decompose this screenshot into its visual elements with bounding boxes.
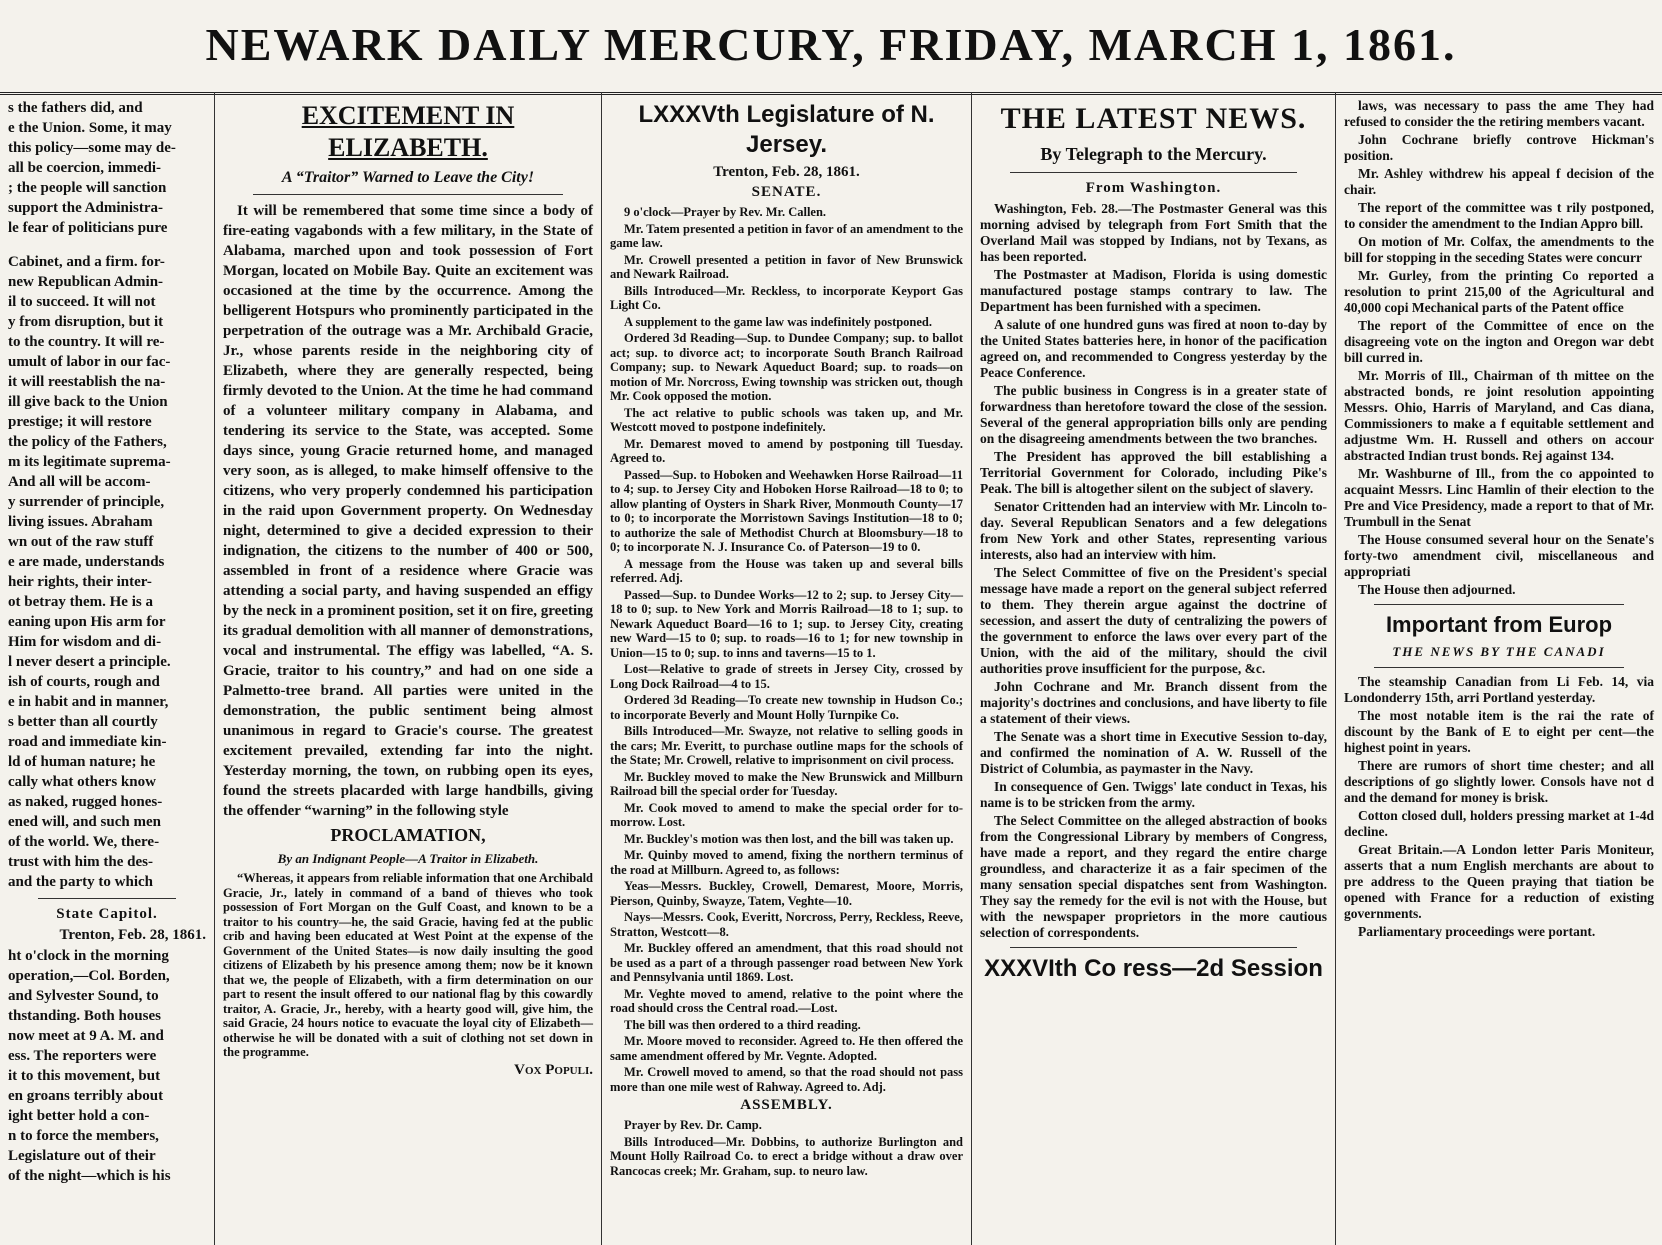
state-capitol-dateline: Trenton, Feb. 28, 1861. bbox=[59, 927, 206, 943]
article-body-elizabeth: It will be remembered that some time since a body of fire-eating vagabonds with a few military, in the State of Alabama, marched upon and took possession of Fort Morgan, located on Mobile Bay. Quite an excitement was occasioned at the time by the occurrence. Among the belligerent Hotspurs who prominently participated in the perpetration of the outrage was a Mr. Archibald Gracie, Jr., whose parents reside in the neighboring city of Elizabeth, where they are generally respected, being firmly devoted to the Union. At the time he had command of a volunteer military company in Alabama, and tendering its service to the State, was accepted. Some days since, young Gracie returned home, and managed very soon, as is alleged, to make himself offensive to the citizens, who very properly condemned his participation in the raid upon Government property. On Wednesday night, determined to give a decided expression to their indignation, the citizens to the number of 400 or 500, assembled in front of a residence where Gracie was attending a social party, and having suspended an effigy by the neck in a prominent position, set it on fire, greeting its gradual demolition with all manner of demonstrations, vocal and instrumental. The effigy was labelled, “A. S. Gracie, traitor to his country,” and had on one side a Palmetto-tree brand. All parties were united in the demonstration, the public sentiment being almost unanimous in regard to Gracie's course. The greatest excitement prevailed, extending far into the night. Yesterday morning, the town, on rubbing open its eyes, found the streets placarded with large handbills, giving the offender “warning” in the following style bbox=[223, 203, 593, 819]
news-paragraph: The report of the Committee of ence on the disagreeing vote on the ington and Oregon war debt bill curred in. bbox=[1344, 318, 1654, 365]
text-line: ot betray them. He is a bbox=[8, 594, 153, 610]
news-paragraph: Great Britain.—A London letter Paris Moniteur, asserts that a num English merchants are about to pre address to the Queen praying that tiation be opened with France for a reduction of existing governments. bbox=[1344, 842, 1654, 921]
news-paragraph: On motion of Mr. Colfax, the amendments to the bill for stopping in the seceding States were concurr bbox=[1344, 234, 1654, 265]
proceeding-paragraph: 9 o'clock—Prayer by Rev. Mr. Callen. bbox=[624, 205, 827, 219]
senate-heading: SENATE. bbox=[751, 184, 822, 200]
news-paragraph: Mr. Gurley, from the printing Co reported a resolution to print 215,00 of the Agricultural and 40,000 copi Mechanical parts of the Patent office bbox=[1344, 268, 1654, 315]
column-4 bbox=[972, 92, 1336, 1245]
article-title-elizabeth: EXCITEMENT IN ELIZABETH. bbox=[301, 101, 515, 162]
news-paragraph: The public business in Congress is in a greater state of forwardness than heretofore toward the close of the session. Several of the general appropriation bills only are pending on the disagreeing amendments between the two branches. bbox=[980, 383, 1327, 446]
newspaper-title: NEWARK DAILY MERCURY, FRIDAY, MARCH 1, 1861. bbox=[205, 19, 1457, 70]
europe-heading: Important from Europ bbox=[1385, 612, 1613, 637]
proceeding-paragraph: Yeas—Messrs. Buckley, Crowell, Demarest, Moore, Morris, Pierson, Quinby, Swayze, Tatem, Veghte—10. bbox=[610, 879, 963, 908]
news-paragraph: In consequence of Gen. Twiggs' late conduct in Texas, his name is to be stricken from the army. bbox=[980, 779, 1327, 810]
text-line: y surrender of principle, bbox=[8, 494, 165, 510]
state-capitol-text bbox=[8, 946, 206, 1186]
news-paragraph: laws, was necessary to pass the ame They had refused to consider the the retiring members vacant. bbox=[1344, 98, 1654, 129]
text-line: ish of courts, rough and bbox=[8, 674, 160, 690]
text-line: new Republican Admin- bbox=[8, 274, 164, 290]
news-paragraph: The House consumed several hour on the Senate's forty-two amendment civil, miscellaneous and appropriati bbox=[1344, 532, 1654, 579]
text-line: le fear of politicians pure bbox=[8, 220, 168, 236]
column-rule bbox=[1374, 604, 1624, 605]
proceeding-paragraph: Mr. Crowell presented a petition in favor of New Brunswick and Newark Railroad. bbox=[610, 252, 963, 281]
proceeding-paragraph: Mr. Moore moved to reconsider. Agreed to. He then offered the same amendment offered by Mr. Vegnte. Adopted. bbox=[610, 1034, 963, 1063]
news-paragraph: The Select Committee of five on the President's special message have made a report on the general subject referred to them. They therein argue against the doctrine of secession, and assert the duty of centralizing the powers of the government to enforce the laws over every part of the Union, with the aid of the military, should the civil authorities prove insufficient for the purpose, &c. bbox=[980, 565, 1327, 676]
text-line: the policy of the Fathers, bbox=[8, 434, 167, 450]
text-line: now meet at 9 A. M. and bbox=[8, 1028, 164, 1044]
assembly-heading: ASSEMBLY. bbox=[740, 1097, 833, 1113]
text-line: ill give back to the Union bbox=[8, 394, 168, 410]
proceeding-paragraph: Nays—Messrs. Cook, Everitt, Norcross, Perry, Reckless, Reeve, Stratton, Westcott—8. bbox=[610, 910, 963, 939]
washington-news bbox=[980, 201, 1327, 941]
text-line: ight better hold a con- bbox=[8, 1108, 150, 1124]
text-line: trust with him the des- bbox=[8, 854, 153, 870]
text-line: ld of human nature; he bbox=[8, 754, 156, 770]
senate-proceedings bbox=[610, 205, 963, 1094]
text-line: m its legitimate suprema- bbox=[8, 454, 171, 470]
news-paragraph: The Postmaster at Madison, Florida is using domestic manufactured postage stamps contrary to law. The Department has been furnished with a specimen. bbox=[980, 267, 1327, 314]
news-paragraph: The President has approved the bill establishing a Territorial Government for Colorado, including Pike's Peak. The bill is altogether silent on the subject of slavery. bbox=[980, 449, 1327, 496]
legislature-title: LXXXVth Legislature of N. Jersey. bbox=[638, 101, 935, 158]
proceeding-paragraph: Ordered 3d Reading—Sup. to Dundee Company; sup. to ballot act; sup. to divorce act; to incorporate South Branch Railroad Company; sup. to Newark Aqueduct Board; sup. to roads—on motion of Mr. Norcross, Ewing township was stricken out, though Mr. Cook opposed the motion. bbox=[610, 331, 963, 403]
proceeding-paragraph: A supplement to the game law was indefinitely postponed. bbox=[624, 314, 933, 329]
proceeding-paragraph: Ordered 3d Reading—To create new township in Hudson Co.; to incorporate Beverly and Mount Holly Turnpike Co. bbox=[610, 693, 963, 722]
text-line: support the Administra- bbox=[8, 200, 164, 216]
news-paragraph: The most notable item is the rai the rate of discount by the Bank of E to eight per cent—the highest point in years. bbox=[1344, 708, 1654, 755]
proceeding-paragraph: The act relative to public schools was taken up, and Mr. Westcott moved to postpone indefinitely. bbox=[610, 405, 963, 434]
text-line: it will reestablish the na- bbox=[8, 374, 166, 390]
proceeding-paragraph: Prayer by Rev. Dr. Camp. bbox=[624, 1118, 762, 1132]
text-line: cally what others know bbox=[8, 774, 156, 790]
text-line: en groans terribly about bbox=[8, 1088, 164, 1104]
text-line: s the fathers did, and bbox=[8, 100, 143, 116]
text-line: all be coercion, immedi- bbox=[8, 160, 162, 176]
proceeding-paragraph: Passed—Sup. to Dundee Works—12 to 2; sup. to Jersey City—18 to 0; sup. to New York and Morris Railroad—18 to 1; sup. to Newark Aqueduct Board—16 to 1; sup. to Jersey City, creating new Ward—15 to 0; sup. to roads—16 to 1; for new township in Union—15 to 0; sup. to inns and taverns—15 to 1. bbox=[610, 587, 963, 660]
text-line: Legislature out of their bbox=[8, 1148, 156, 1164]
column-1 bbox=[0, 92, 215, 1245]
proclamation-byline: By an Indignant People—A Traitor in Elizabeth. bbox=[277, 851, 539, 866]
proclamation-heading: PROCLAMATION, bbox=[330, 825, 486, 845]
text-line: s better than all courtly bbox=[8, 714, 158, 730]
column-3 bbox=[602, 92, 972, 1245]
proclamation-signoff: Vox Populi. bbox=[514, 1061, 593, 1078]
proceeding-paragraph: Mr. Buckley's motion was then lost, and the bill was taken up. bbox=[624, 831, 954, 846]
proclamation-text: “Whereas, it appears from reliable information that one Archibald Gracie, Jr., lately in command of a band of thieves who took possession of Fort Morgan on the Gulf Coast, and known to be a traitor to his country—he, the said Gracie, having fed at the public crib and having been educated at West Point at the expense of the Government of the United States—is now daily insulting the good citizens of Elizabeth by his presence among them; now be it known that we, the people of Elizabeth, with a firm determination on our part to resent the insult offered to our national flag by this cowardly traitor, A. Gracie, Jr., hereby, with a hearty good will, give him, the said Gracie, 24 hours notice to evacuate the loyal city of Elizabeth—otherwise he will be donated with a suit of clothing not set down in the programme. bbox=[223, 871, 593, 1059]
proceeding-paragraph: Mr. Quinby moved to amend, fixing the northern terminus of the road at Millburn. Agreed to, as follows: bbox=[610, 848, 963, 877]
news-paragraph: John Cochrane briefly controve Hickman's position. bbox=[1344, 132, 1654, 163]
column-rule bbox=[1374, 667, 1624, 668]
text-line: to the country. It will re- bbox=[8, 334, 165, 350]
text-line: e are made, understands bbox=[8, 554, 165, 570]
news-paragraph: There are rumors of short time chester; and all descriptions of go slightly lower. Consols have not d and the demand for money is brisk. bbox=[1344, 758, 1654, 805]
congress-continued-text bbox=[1344, 98, 1654, 598]
latest-news-title: THE LATEST NEWS. bbox=[1000, 102, 1307, 135]
latest-news-subtitle: By Telegraph to the Mercury. bbox=[1040, 144, 1267, 164]
column-rule bbox=[1010, 172, 1297, 173]
column-1-text bbox=[8, 98, 206, 892]
text-line: umult of labor in our fac- bbox=[8, 354, 171, 370]
text-line: prestige; it will restore bbox=[8, 414, 152, 430]
news-paragraph: The Senate was a short time in Executive Session to-day, and confirmed the nomination of A. W. Russell of the District of Columbia, as paymaster in the Navy. bbox=[980, 729, 1327, 776]
text-line: of the night—which is his bbox=[8, 1168, 171, 1184]
text-line: ; the people will sanction bbox=[8, 180, 167, 196]
proceeding-paragraph: Bills Introduced—Mr. Reckless, to incorporate Keyport Gas Light Co. bbox=[610, 283, 963, 312]
text-line: l never desert a principle. bbox=[8, 654, 171, 670]
text-line: thstanding. Both houses bbox=[8, 1008, 161, 1024]
proceeding-paragraph: Mr. Buckley offered an amendment, that this road should not be used as a part of a through passenger road between New York and Pennsylvania until 1869. Lost. bbox=[610, 941, 963, 984]
news-paragraph: Cotton closed dull, holders pressing market at 1-4d decline. bbox=[1344, 808, 1654, 839]
proceeding-paragraph: Mr. Demarest moved to amend by postponing till Tuesday. Agreed to. bbox=[610, 436, 963, 465]
column-5 bbox=[1336, 92, 1662, 1245]
proceeding-paragraph: Mr. Cook moved to amend to make the special order for to-morrow. Lost. bbox=[610, 800, 963, 829]
news-paragraph: John Cochrane and Mr. Branch dissent from the majority's doctrines and conclusions, and have liberty to file a statement of their views. bbox=[980, 679, 1327, 726]
news-paragraph: The House then adjourned. bbox=[1358, 582, 1516, 597]
text-line: as naked, rugged hones- bbox=[8, 794, 163, 810]
europe-news bbox=[1344, 674, 1654, 940]
column-rule bbox=[38, 898, 176, 899]
text-line: Him for wisdom and di- bbox=[8, 634, 162, 650]
news-paragraph: A salute of one hundred guns was fired at noon to-day by the United States batteries here, in honor of the pacification agreed on, and recommended to Congress yesterday by the Peace Conference. bbox=[980, 317, 1327, 380]
text-line: ht o'clock in the morning bbox=[8, 948, 169, 964]
news-paragraph: Mr. Morris of Ill., Chairman of th mittee on the abstracted bonds, re joint resolution appointing Messrs. Ohio, Harris of Maryland, and Cas diana, Commissioners to make a f equitable settlement and adjustme Wm. H. Russell and others on accour abstracted Indian trust bonds. Rej against 134. bbox=[1344, 368, 1654, 463]
text-line: e in habit and in manner, bbox=[8, 694, 169, 710]
text-line: y from disruption, but it bbox=[8, 314, 164, 330]
proceeding-paragraph: A message from the House was taken up and several bills referred. Adj. bbox=[610, 556, 963, 585]
masthead bbox=[0, 0, 1662, 95]
proceeding-paragraph: Mr. Buckley moved to make the New Brunswick and Millburn Railroad bill the special order for Tuesday. bbox=[610, 769, 963, 798]
proceeding-paragraph: Lost—Relative to grade of streets in Jersey City, crossed by Long Dock Railroad—4 to 15. bbox=[610, 662, 963, 691]
proceeding-paragraph: Mr. Tatem presented a petition in favor of an amendment to the game law. bbox=[610, 221, 963, 250]
text-line: and the party to which bbox=[8, 874, 154, 890]
text-line: wn out of the raw stuff bbox=[8, 534, 154, 550]
proceeding-paragraph: The bill was then ordered to a third reading. bbox=[624, 1017, 861, 1032]
news-paragraph: Mr. Ashley withdrew his appeal f decision of the chair. bbox=[1344, 166, 1654, 197]
text-line: living issues. Abraham bbox=[8, 514, 153, 530]
text-line: operation,—Col. Borden, bbox=[8, 968, 170, 984]
legislature-dateline: Trenton, Feb. 28, 1861. bbox=[713, 164, 860, 180]
news-paragraph: Parliamentary proceedings were portant. bbox=[1358, 924, 1596, 939]
news-paragraph: Washington, Feb. 28.—The Postmaster General was this morning advised by telegraph from Fort Smith that the Overland Mail was stopped by Indians, not by Texans, as has been reported. bbox=[980, 201, 1327, 264]
text-line: eaning upon His arm for bbox=[8, 614, 166, 630]
proceeding-paragraph: Mr. Veghte moved to amend, relative to the point where the road should cross the Central road.—Lost. bbox=[610, 986, 963, 1015]
proceeding-paragraph: Bills Introduced—Mr. Swayze, not relative to selling goods in the cars; Mr. Everitt, to purchase outline maps for the schools of the State; Mr. Crowell, relative to imprisonment on civil process. bbox=[610, 724, 963, 767]
column-rule bbox=[253, 194, 563, 195]
text-line: Cabinet, and a firm. for- bbox=[8, 254, 165, 270]
text-line: And all will be accom- bbox=[8, 474, 151, 490]
text-line: ess. The reporters were bbox=[8, 1048, 157, 1064]
text-line: heir rights, their inter- bbox=[8, 574, 152, 590]
page-columns bbox=[0, 92, 1662, 1245]
text-line: n to force the members, bbox=[8, 1128, 159, 1144]
canadian-news-subheading: THE NEWS BY THE CANADI bbox=[1392, 644, 1606, 659]
text-line: of the world. We, there- bbox=[8, 834, 160, 850]
congress-heading: XXXVIth Co ress—2d Session bbox=[984, 955, 1323, 982]
news-paragraph: Senator Crittenden had an interview with Mr. Lincoln to-day. Several Republican Senators and a few delegations from New York and other States, representing various interests, also had an interview with him. bbox=[980, 499, 1327, 562]
column-2 bbox=[215, 92, 602, 1245]
proceeding-paragraph: Bills Introduced—Mr. Dobbins, to authorize Burlington and Mount Holly Railroad Co. to erect a bridge without a draw over Rancocas creek; Mr. Graham, sup. to neuro law. bbox=[610, 1134, 963, 1178]
text-line: this policy—some may de- bbox=[8, 140, 176, 156]
state-capitol-heading: State Capitol. bbox=[56, 906, 158, 922]
news-paragraph: The steamship Canadian from Li Feb. 14, via Londonderry 15th, arri Portland yesterday. bbox=[1344, 674, 1654, 705]
text-line: it to this movement, but bbox=[8, 1068, 161, 1084]
news-paragraph: The report of the committee was t rily postponed, to consider the amendment to the Indian Appro bill. bbox=[1344, 200, 1654, 231]
washington-heading: From Washington. bbox=[1085, 180, 1222, 196]
text-line: e the Union. Some, it may bbox=[8, 120, 172, 136]
text-line: road and immediate kin- bbox=[8, 734, 167, 750]
text-line: il to succeed. It will not bbox=[8, 294, 156, 310]
proceeding-paragraph: Passed—Sup. to Hoboken and Weehawken Horse Railroad—11 to 4; sup. to Jersey City and Hoboken Horse Railroad—18 to 0; to allow planting of Oysters in Shark River, Monmouth County—17 to 0; to incorporate the Morristown Savings Institution—18 to 0; to authorize the sale of Methodist Church at Bloomsbury—18 to 0; to incorporate N. J. Insurance Co. of Paterson—19 to 0. bbox=[610, 467, 963, 554]
text-line: and Sylvester Sound, to bbox=[8, 988, 159, 1004]
news-paragraph: The Select Committee on the alleged abstraction of books from the Congressional Library by members of Congress, have made a report, and they regard the entire charge groundless, and characterize it as a fair specimen of the many sensation special dispatches sent from Washington. They say the remedy for the evil is not with the House, but with the newspaper proprietors in the more cautious selection of correspondents. bbox=[980, 813, 1327, 940]
article-subtitle-traitor: A “Traitor” Warned to Leave the City! bbox=[281, 169, 535, 186]
proceeding-paragraph: Mr. Crowell moved to amend, so that the road should not pass more than one mile west of Rahway. Agreed to. Adj. bbox=[610, 1065, 963, 1094]
column-rule bbox=[1010, 947, 1297, 948]
assembly-proceedings bbox=[610, 1118, 963, 1178]
text-line bbox=[8, 238, 206, 252]
news-paragraph: Mr. Washburne of Ill., from the co appointed to acquaint Messrs. Linc Hamlin of their election to the Pre and Vice Presidency, made a report to that of Mr. Trumbull in the Senat bbox=[1344, 466, 1654, 529]
text-line: ened will, and such men bbox=[8, 814, 161, 830]
